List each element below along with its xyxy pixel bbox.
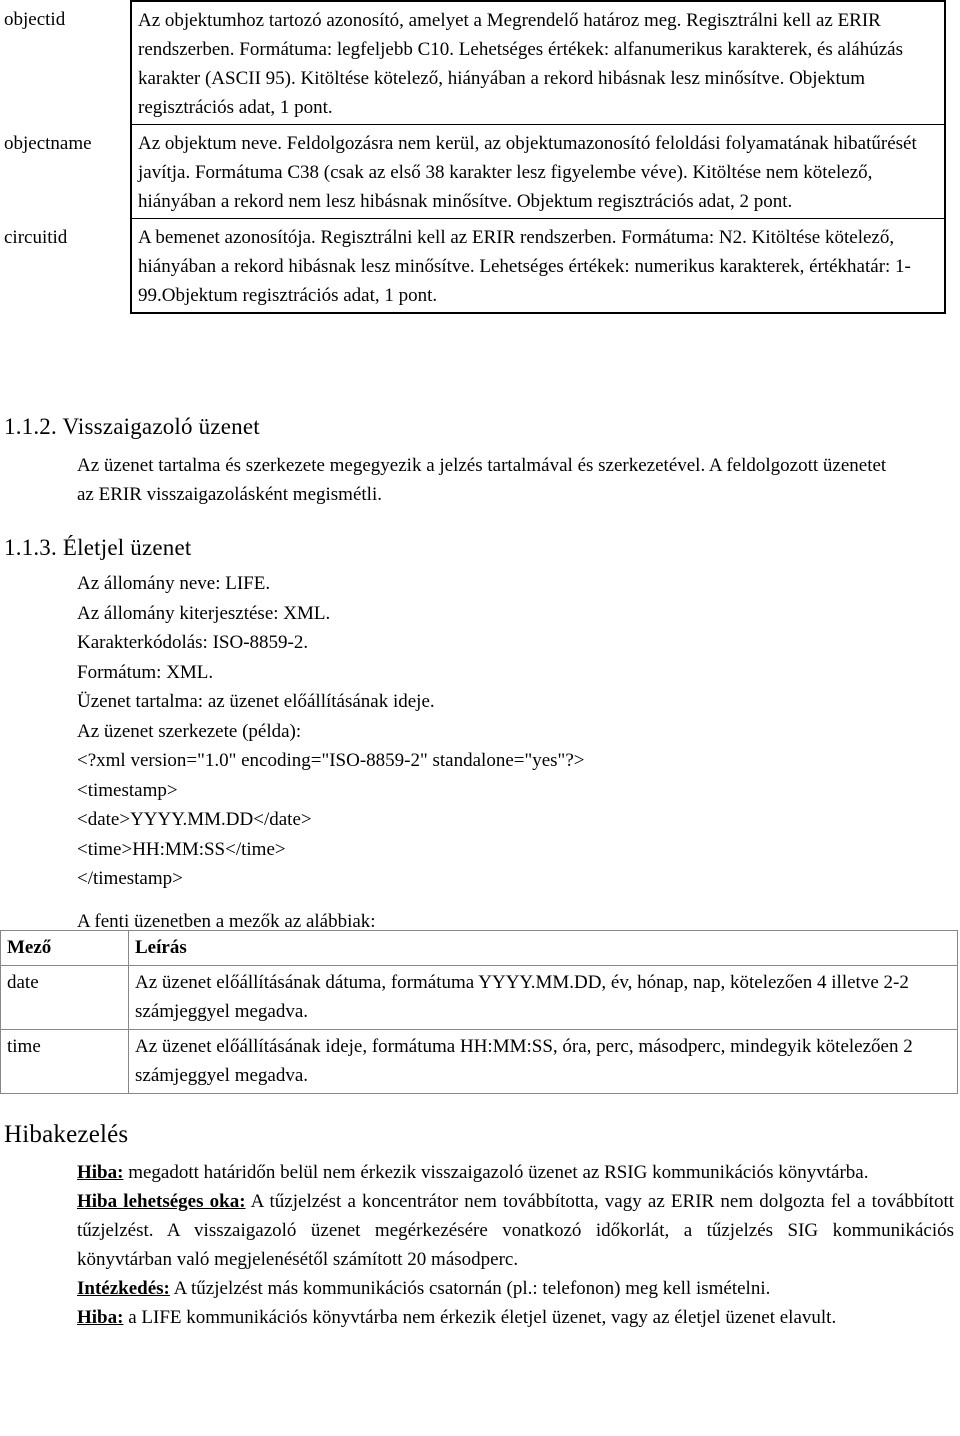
error-item-label: Hiba: [77, 1307, 124, 1328]
column-header-field: Mező [1, 931, 129, 966]
error-item-text: megadott határidőn belül nem érkezik visszaigazoló üzenet az RSIG kommunikációs könyvtárba. [123, 1162, 869, 1183]
field-description-cell: Az objektum neve. Feldolgozásra nem kerül, az objektumazonosító feloldási folyamatának hibatűrését javítja. Formátuma C38 (csak az első 38 karakter lesz figyelembe véve). Kitöltése nem kötelező, hiányában a rekord nem lesz hibásnak minősítve. Objektum regisztrációs adat, 2 pont. [131, 125, 945, 219]
field-name-cell: circuitid [0, 219, 131, 314]
field-name-cell: date [1, 966, 129, 1030]
life-spec-lines [77, 569, 907, 894]
field-description-cell: Az üzenet előállításának dátuma, formátuma YYYY.MM.DD, év, hónap, nap, kötelezően 4 illetve 2-2 számjeggyel megadva. [129, 966, 958, 1030]
table-row [1, 966, 958, 1030]
section-heading-life: 1.1.3. Életjel üzenet [4, 535, 192, 560]
table-row [0, 219, 945, 314]
error-handling-heading: Hibakezelés [4, 1121, 129, 1148]
table-header-row [1, 931, 958, 966]
error-item [77, 1187, 954, 1274]
spec-line: Karakterkódolás: ISO-8859-2. [77, 632, 309, 653]
field-name-cell: objectname [0, 125, 131, 219]
error-item-label: Hiba: [77, 1162, 124, 1183]
ack-paragraph: Az üzenet tartalma és szerkezete megegyezik a jelzés tartalmával és szerkezetével. A feldolgozott üzenetet az ERIR visszaigazolásként megismétli. [77, 455, 887, 505]
error-item [77, 1274, 954, 1303]
xml-line: </timestamp> [77, 868, 183, 889]
table-row [0, 125, 945, 219]
table-row [0, 1, 945, 125]
section-heading-ack: 1.1.2. Visszaigazoló üzenet [4, 414, 260, 439]
error-item-label: Hiba lehetséges oka: [77, 1191, 246, 1212]
xml-line: <time>HH:MM:SS</time> [77, 838, 286, 860]
field-description-cell: Az objektumhoz tartozó azonosító, amelyet a Megrendelő határoz meg. Regisztrálni kell az ERIR rendszerben. Formátuma: legfeljebb C10. Lehetséges értékek: alfanumerikus karakterek, és aláhúzás karakter (ASCII 95). Kitöltése kötelező, hiányában a rekord hibásnak lesz minősítve. Objektum regisztrációs adat, 1 pont. [131, 1, 945, 125]
field-description-cell: Az üzenet előállításának ideje, formátuma HH:MM:SS, óra, perc, másodperc, mindegyik kötelezően 2 számjeggyel megadva. [129, 1030, 958, 1094]
error-item [77, 1158, 954, 1187]
error-item-text: A tűzjelzést más kommunikációs csatornán (pl.: telefonon) meg kell ismételni. [169, 1278, 771, 1299]
field-name-cell: objectid [0, 1, 131, 125]
spec-line: Üzenet tartalma: az üzenet előállításának ideje. [77, 691, 435, 712]
spec-line: Az állomány neve: LIFE. [77, 573, 271, 594]
error-item-label: Intézkedés: [77, 1278, 170, 1299]
table-row [1, 1030, 958, 1094]
life-field-table [0, 930, 958, 1094]
error-handling-list [77, 1158, 954, 1332]
object-field-table [0, 0, 946, 314]
xml-line: <date>YYYY.MM.DD</date> [77, 809, 312, 830]
xml-line: <timestamp> [77, 779, 178, 801]
error-item-text: A tűzjelzést a koncentrátor nem továbbította, vagy az ERIR nem dolgozta fel a továbbított tűzjelzést. A visszaigazoló üzenet megérkezésére vonatkozó időkorlát, a tűzjelzés SIG kommunikációs könyvtárban való megjelenésétől számított 20 másodperc. [77, 1191, 955, 1270]
field-description-cell: A bemenet azonosítója. Regisztrálni kell az ERIR rendszerben. Formátuma: N2. Kitöltése kötelező, hiányában a rekord hibásnak lesz minősítve. Lehetséges értékek: numerikus karakterek, értékhatár: 1-99.Objektum regisztrációs adat, 1 pont. [131, 219, 945, 314]
spec-line: Formátum: XML. [77, 661, 214, 683]
error-item [77, 1303, 954, 1332]
fields-intro: A fenti üzenetben a mezők az alábbiak: [77, 911, 376, 932]
column-header-description: Leírás [129, 931, 958, 966]
field-name-cell: time [1, 1030, 129, 1094]
spec-line: Az üzenet szerkezete (példa): [77, 720, 302, 742]
xml-line: <?xml version="1.0" encoding="ISO-8859-2" standalone="yes"?> [77, 750, 585, 771]
error-item-text: a LIFE kommunikációs könyvtárba nem érkezik életjel üzenet, vagy az életjel üzenet elavult. [123, 1307, 837, 1328]
spec-line: Az állomány kiterjesztése: XML. [77, 602, 331, 624]
